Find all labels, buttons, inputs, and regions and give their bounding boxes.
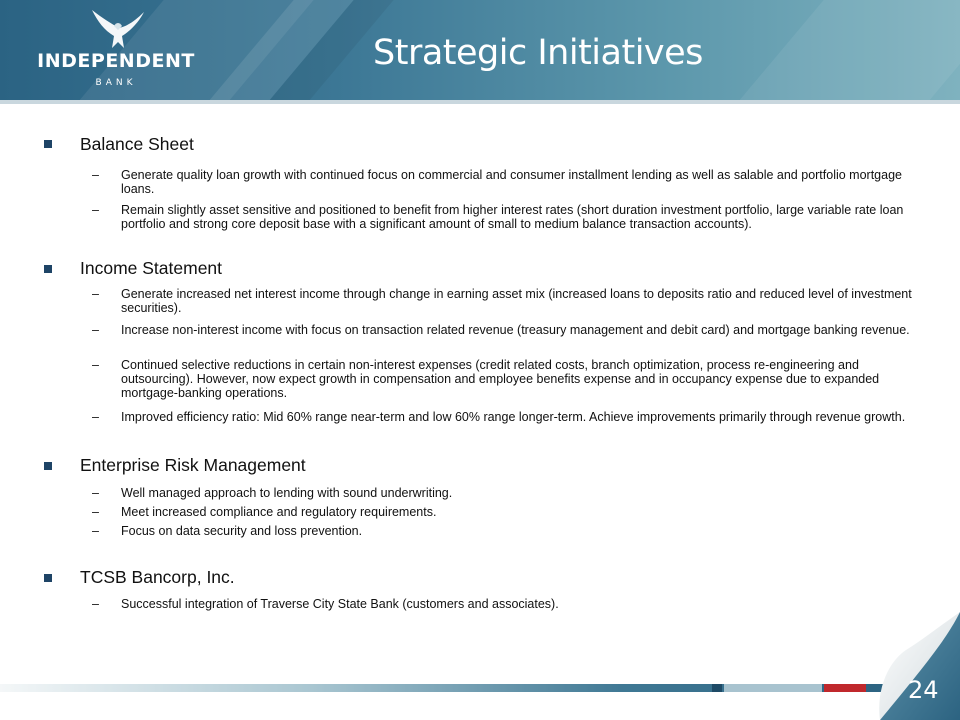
dash-icon: – xyxy=(92,168,99,182)
section-item: Improved efficiency ratio: Mid 60% range near-term and low 60% range longer-term. Achieve improvements primarily through revenue growth. xyxy=(121,410,906,424)
section-heading: Balance Sheet xyxy=(80,134,194,154)
brand-subtitle: BANK xyxy=(95,78,137,88)
dash-icon: – xyxy=(92,203,99,217)
brand-name: INDEPENDENT xyxy=(37,50,195,72)
section-item: Generate quality loan growth with continued focus on commercial and consumer installment lending as well as salable and portfolio mortgage loans. xyxy=(121,168,902,196)
section-item: Continued selective reductions in certain non-interest expenses (credit related costs, branch optimization, process re-engineering and outsourcing). However, now expect growth in compensation and employee benefits expense and in occupancy expense due to expanded mortgage-banking operations. xyxy=(121,358,880,400)
section-item: Generate increased net interest income through change in earning asset mix (increased loans to deposits ratio and reduced level of investment securities). xyxy=(121,287,912,315)
section-item: Meet increased compliance and regulatory requirements. xyxy=(121,505,437,519)
section-item: Focus on data security and loss prevention. xyxy=(121,524,363,538)
dash-icon: – xyxy=(92,524,99,538)
dash-icon: – xyxy=(92,597,99,611)
section-heading: TCSB Bancorp, Inc. xyxy=(80,567,235,587)
section-item: Successful integration of Traverse City State Bank (customers and associates). xyxy=(121,597,559,611)
dash-icon: – xyxy=(92,287,99,301)
section-heading: Income Statement xyxy=(80,258,223,278)
section-item: Well managed approach to lending with sound underwriting. xyxy=(121,486,453,500)
dash-icon: – xyxy=(92,358,99,372)
dash-icon: – xyxy=(92,486,99,500)
section-heading: Enterprise Risk Management xyxy=(80,455,306,475)
section-item: Increase non-interest income with focus on transaction related revenue (treasury management and debit card) and mortgage banking revenue. xyxy=(121,323,910,337)
dash-icon: – xyxy=(92,323,99,337)
dash-icon: – xyxy=(92,410,99,424)
dash-icon: – xyxy=(92,505,99,519)
page-number: 24 xyxy=(908,676,939,704)
slide-title: Strategic Initiatives xyxy=(373,33,703,73)
section-item: Remain slightly asset sensitive and positioned to benefit from higher interest rates (short duration investment portfolio, large variable rate loan portfolio and strong core deposit base with a significant amount of small to medium balance transaction accounts). xyxy=(121,203,904,231)
